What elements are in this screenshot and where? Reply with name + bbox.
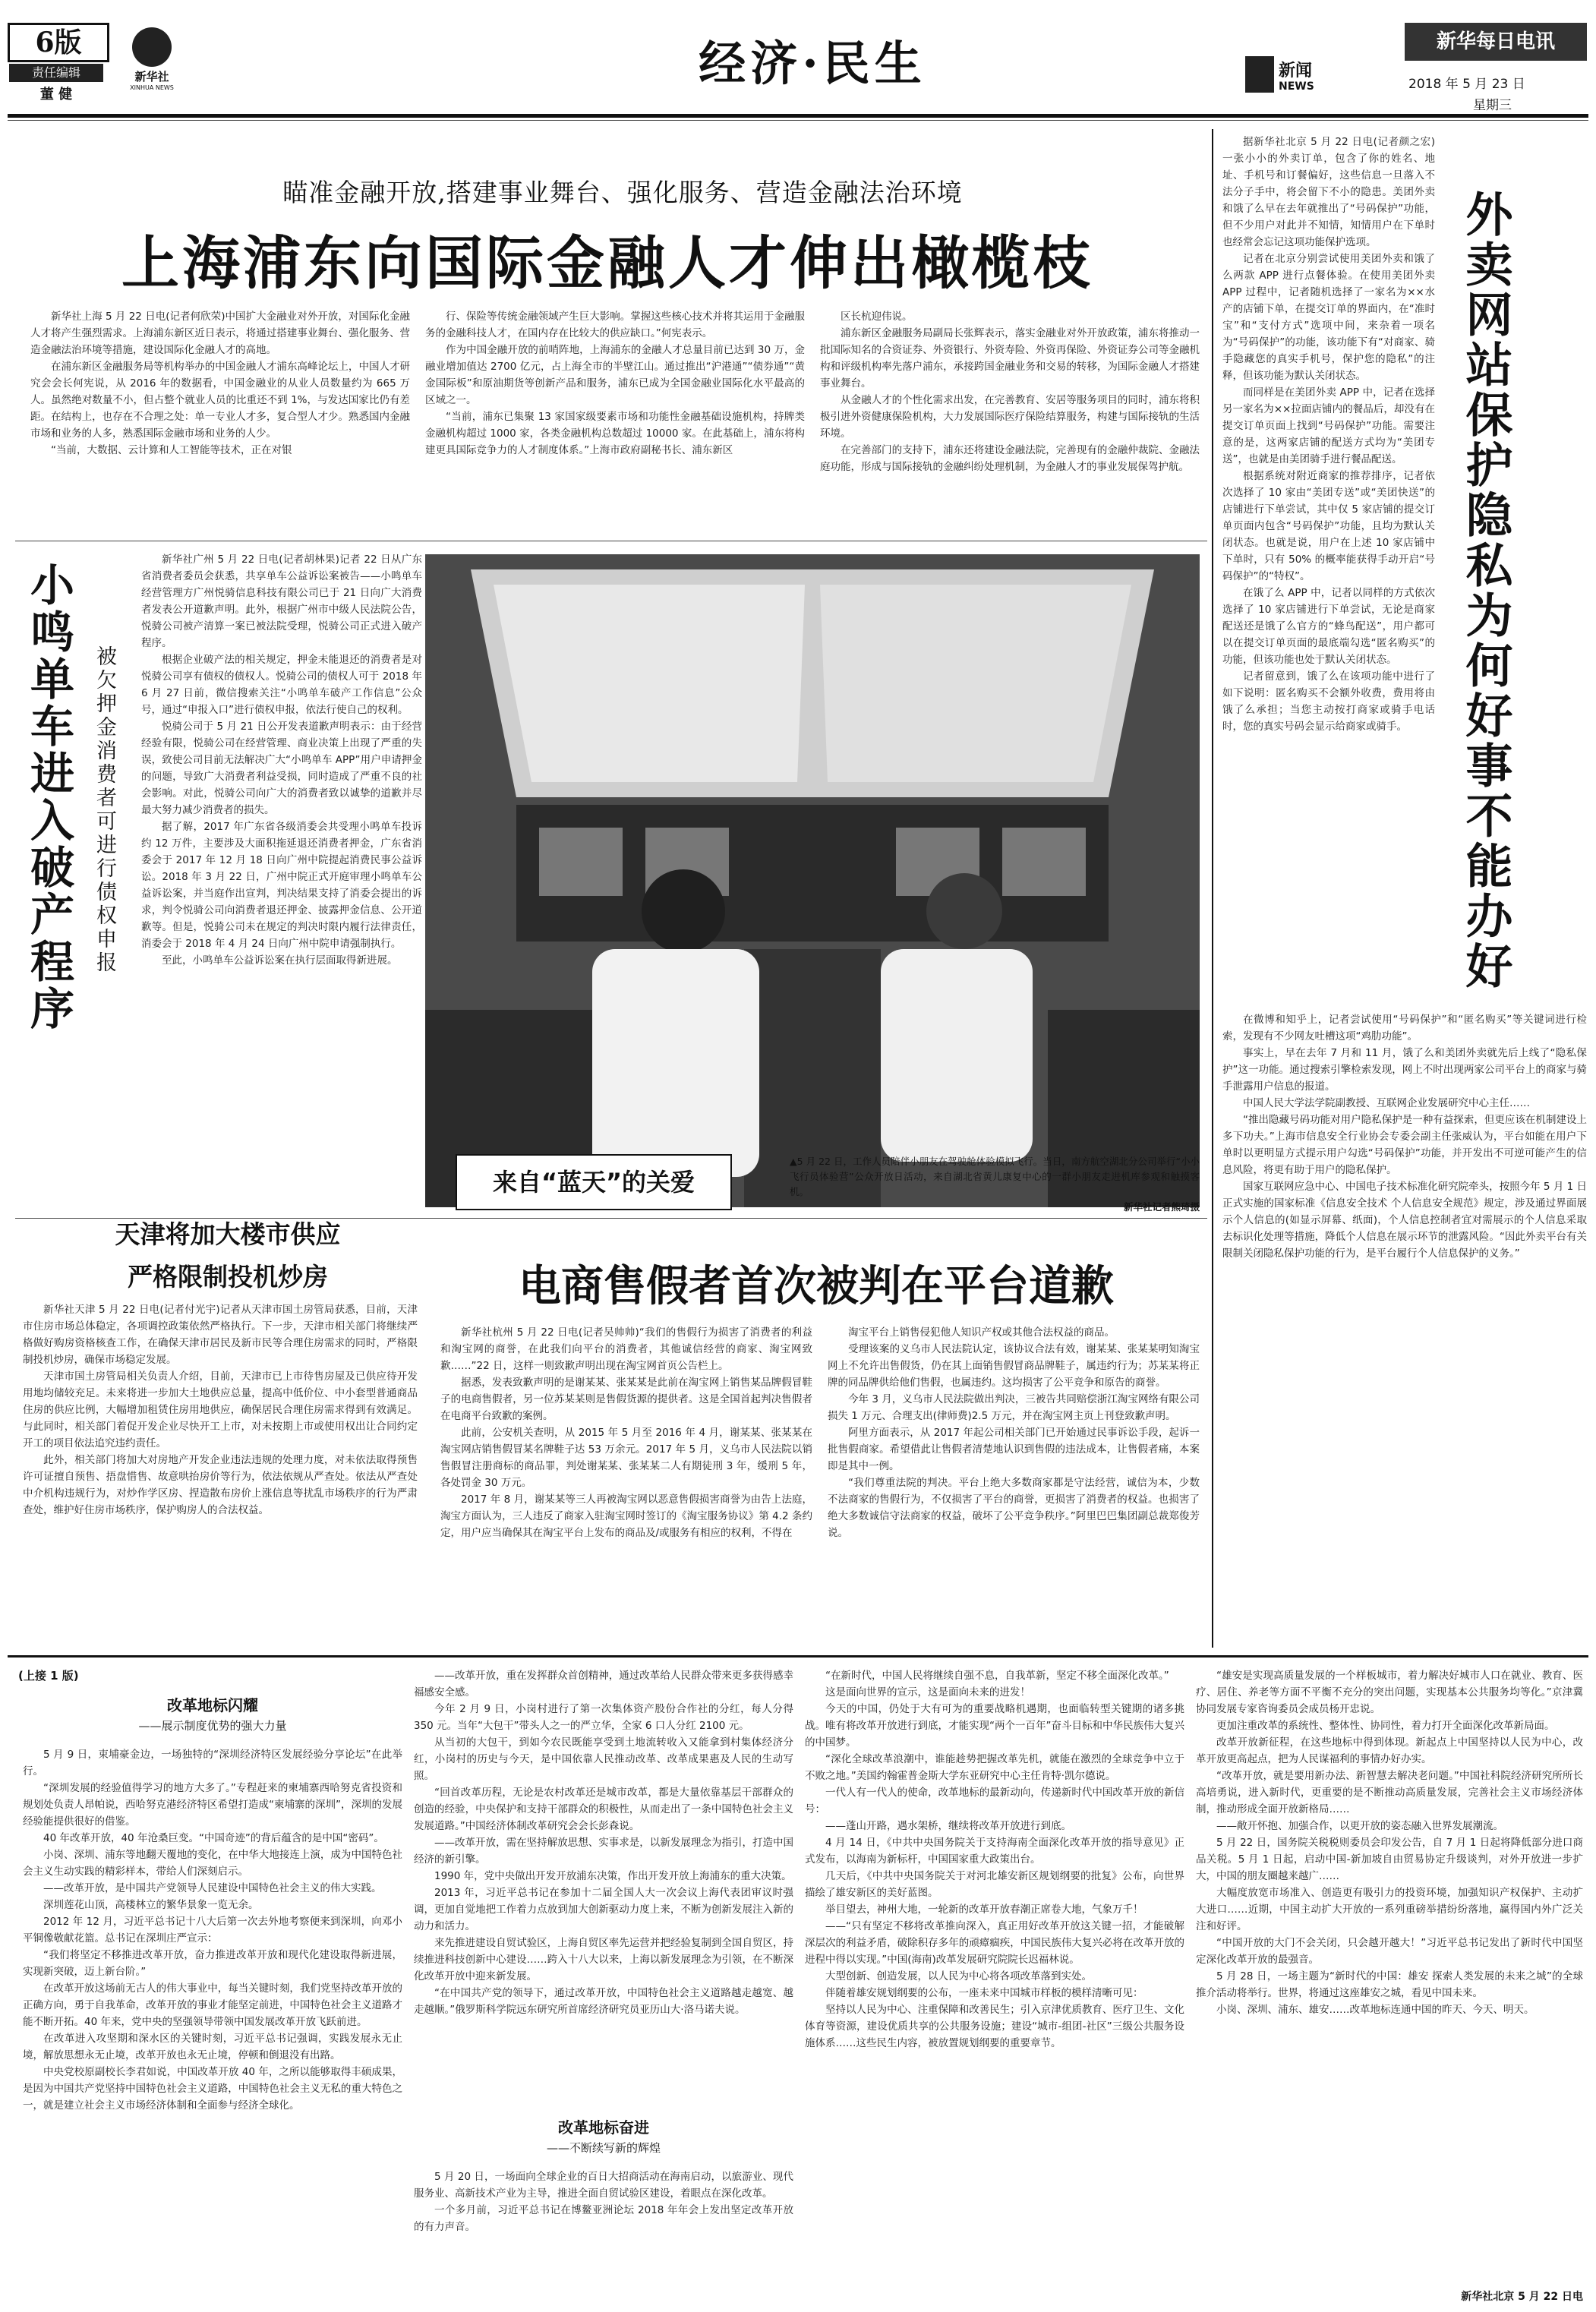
lead-kicker: 瞄准金融开放,搭建事业舞台、强化服务、营造金融法治环境 bbox=[282, 178, 963, 207]
page-number: 6版 bbox=[35, 27, 82, 58]
header-rule-thin bbox=[8, 120, 1588, 121]
lead-col-1: 新华社上海 5 月 22 日电(记者何欣荣)中国扩大金融业对外开放，对国际化金融人才将产生强烈需求。上海浦东新区近日表示，将通过搭建事业舞台、强化服务、营造金融法治环境等措施，建设国际化金融人才的高地。 在浦东新区金融服务局等机构举办的中国金融人才浦东高峰论坛上，中国人才研究会会长何宪说，从 2016 年的数据看，中国金融业的从业人员数量约为 665 万人。虽然绝对数量不小，但占整个就业人员的比重还不到 1%，与发达国家比仍有差距。在结构上，也存在不合理之处：单一专业人才多，复合型人才少。熟悉国内金融市场和业务的人多，熟悉国际金融市场和业务的人少。 “当前，大数据、云计算和人工智能等技术，正在对银 bbox=[30, 311, 410, 456]
header-rule bbox=[8, 114, 1588, 118]
date: 2018 年 5 月 23 日 bbox=[1408, 77, 1525, 92]
weekday: 星期三 bbox=[1473, 98, 1512, 113]
news-logo-text: 新闻 bbox=[1279, 62, 1313, 80]
reform-col-3: “在新时代，中国人民将继续自强不息，自我革新，坚定不移全面深化改革。” 这是面向世界的宣示，这是面向未来的进发！ 今天的中国，仍处于大有可为的重要战略机遇期，也面临转型关键期的诸多挑战。唯有将改革开放进行到底，才能实现“两个一百年”奋斗目标和中华民族伟大复兴的中国梦。 “深化全球改革浪潮中，谁能趁势把握改革先机，就能在激烈的全球竞争中立于不败之地。”美国约翰霍普金斯大学东亚研究中心主任肯特·凯尔德说。 一代人有一代人的使命，改革地标的最新动向，传递新时代中国改革开放的新信号： ——蓬山开路，遇水架桥，继续将改革开放进行到底。 4 月 14 日，《中共中央国务院关于支持海南全面深化改革开放的指导意见》正式发布，以海南为新标杆，中国国家重大政策出台。 几天后，《中共中央国务院关于对河北雄安新区规划纲要的批复》公布，向世界描绘了雄安新区的美好蓝图。 举目望去，神州大地，一轮新的改革开放春潮正席卷大地，气象万千！ ——“只有坚定不移将改革推向深入，真正用好改革开放这关键一招，才能破解深层次的利益矛盾，破除积存多年的顽瘴痼疾，中国民族伟大复兴必将在改革开放的进程中得以实现。”中国(海南)改革发展研究院院长迟福林说。 大型创新、创造发展，以人民为中心将各项改革落到实处。 伴随着雄安规划纲要的公布，一座未来中国城市样板的模样清晰可见： 坚持以人民为中心、注重保障和改善民生；引入京津优质教育、医疗卫生、文化体育等资源，建设优质共享的公共服务设施；建设“城市-组团-社区”三级公共服务设施体系……这些民生内容，被放置规划纲要的重要章节。 bbox=[805, 1670, 1184, 2049]
ecom-col-2: 淘宝平台上销售侵犯他人知识产权或其他合法权益的商品。 受理该案的义乌市人民法院认定，该协议合法有效，谢某某、张某某明知淘宝网上不允许出售假货，仍在其上面销售假冒商品牌鞋子，属违约行为；苏某某将正牌的同品牌供给他们售假，也属违约。这均损害了公平竞争和原告的商誉。 今年 3 月，义乌市人民法院做出判决，三被告共同赔偿浙江淘宝网络有限公司损失 1 万元、合理支出(律师费)2.5 万元，并在淘宝网主页上刊登致歉声明。 阿里方面表示，从 2017 年起公司相关部门已开始通过民事诉讼手段，起诉一批售假商家。希望借此让售假者清楚地认识到售假的违法成本，让售假者痛，本案即是其中一例。 “我们尊重法院的判决。平台上绝大多数商家都是守法经营，诚信为本，少数不法商家的售假行为，不仅损害了平台的商誉，更损害了消费者的权益。也损害了绝大多数诚信守法商家的权益，破坏了公平竞争秩序。”阿里巴巴集团副总裁郑俊芳说。 bbox=[828, 1326, 1200, 1539]
editor-label: 责任编辑 bbox=[9, 64, 103, 82]
reform-col-2b: 5 月 20 日，一场面向全球企业的百日大招商活动在海南启动，以旅游业、现代服务业、高新技术产业为主导，推进全面自贸试验区建设，着眼点在深化改革。 一个多月前，习近平总书记在博鳌亚洲论坛 2018 年年会上发出坚定改革开放的有力声音。 bbox=[414, 2171, 793, 2233]
reform-sub2-sub: ——不断续写新的辉煌 bbox=[546, 2141, 661, 2155]
editor-name: 董 健 bbox=[39, 87, 73, 103]
reform-col-1: 5 月 9 日，束埔豪金边，一场独特的“深圳经济特区发展经验分享论坛”在此举行。 “深圳发展的经验值得学习的地方大多了。”专程赶来的柬埔寨西哈努克省投资和规划处负责人昂帕说，西哈努克港经济特区希望打造成“柬埔寨的深圳”，深圳的发展经验能提供很好的借鉴。 40 年改革开放，40 年沧桑巨变。“中国奇迹”的背后蕴含的是中国“密码”。 小岗、深圳、浦东等地翻天覆地的变化，在中华大地接连上演，成为中国特色社会主义生动实践的精彩样本，带给人们深刻启示。 ——改革开放，是中国共产党领导人民建设中国特色社会主义的伟大实践。 深圳莲花山顶，高楼林立的繁华景象一览无余。 2012 年 12 月，习近平总书记十八大后第一次去外地考察便来到深圳，向邓小平铜像敬献花篮。总书记在深圳庄严宣示： “我们将坚定不移推进改革开放，奋力推进改革开放和现代化建设取得新进展，实现新突破，迈上新台阶。” 在改革开放这场前无古人的伟大事业中，每当关键时刻，我们党坚持改革开放的正确方向，勇于自我革命，改革开放的事业才能坚定前进，中国特色社会主义道路才能不断开拓。40 年来，党中央的坚强领导带领中国发展改革开放飞跃前进。 在改革进入攻坚期和深水区的关键时刻，习近平总书记强调，实践发展永无止境，解放思想永无止境，改革开放也永无止境，停顿和倒退没有出路。 中央党校原副校长李君如说，中国改革开放 40 年，之所以能够取得丰硕成果，是因为中国共产党坚持中国特色社会主义道路，中国特色社会主义无私的重大特色之一，就是建立社会主义市场经济体制和全面参与经济全球化。 bbox=[23, 1749, 402, 2112]
bike-title: 小鸣单车进入破产程序 bbox=[23, 562, 74, 1033]
lead-col-3: 区长杭迎伟说。 浦东新区金融服务局副局长张辉表示，落实金融业对外开放政策，浦东将推动一批国际知名的合资证券、外资银行、外资寿险、外资再保险、外资证券公司等金融机构和评级机构率先落户浦东，承接跨国金融业务和交易的转移，为国际金融人才搭建事业舞台。 从金融人才的个性化需求出发，在完善教育、安居等服务项目的同时，浦东将积极引进外资健康保险机构，大力发展国际医疗保险结算服务，构建与国际接轨的生活环境。 在完善部门的支持下，浦东还将建设金融法院，完善现有的金融仲裁院、金融法庭功能，形成与国际接轨的金融纠纷处理机制，为金融人才的事业发展保驾护航。 bbox=[820, 311, 1200, 473]
reform-sub2-title: 改革地标奋进 bbox=[558, 2118, 649, 2137]
reform-col-2: ——改革开放，重在发挥群众首创精神，通过改革给人民群众带来更多获得感幸福感安全感。 今年 2 月 9 日，小岗村进行了第一次集体资产股份合作社的分红，每人分得 350 元。当年“大包干”带头人之一的严立华，全家 6 口人分红 2100 元。 从当初的大包干，到如今农民既能享受到土地流转收入又能拿到村集体经济分红，小岗村的历史与今天，是中国依靠人民推动改革、改革成果惠及人民的生动写照。 “回首改革历程，无论是农村改革还是城市改革，都是大量依靠基层干部群众的创造的经验，中央保护和支持干部群众的积极性，从而走出了一条中国特色社会主义发展道路。”中国经济体制改革研究会会长彭森说。 ——改革开放，需在坚持解放思想、实事求是，以新发展理念为指引，打造中国经济的新引擎。 1990 年，党中央做出开发开放浦东决策，作出开发开放上海浦东的重大决策。 2013 年，习近平总书记在参加十二届全国人大一次会议上海代表团审议时强调，更加自觉地把工作着力点放到加大创新驱动力度上来，不断为创新发展注入新的动力和活力。 来先推进建设自贸试验区，上海自贸区率先运营并把经验复制到全国自贸区，持续推进科技创新中心建设……跨入十八大以来，上海以新发展理念为引领，在不断深化改革开放中迎来新发展。 “在中国共产党的领导下，通过改革开放，中国特色社会主义道路越走越宽、越走越顺。”俄罗斯科学院远东研究所首席经济研究员亚历山大·洛马诺夫说。 bbox=[414, 1670, 793, 2016]
reform-top-rule bbox=[8, 1655, 1588, 1658]
reform-sub1-title: 改革地标闪耀 bbox=[167, 1696, 258, 1714]
photo-credit: 新华社记者熊琦摄 bbox=[1123, 1201, 1200, 1213]
news-logo-mark bbox=[1245, 56, 1274, 93]
xinhua-logo bbox=[121, 27, 182, 91]
photo-caption-title: 来自“蓝天”的关爱 bbox=[492, 1168, 695, 1197]
news-logo-en: NEWS bbox=[1279, 80, 1314, 93]
ecom-title: 电商售假者首次被判在平台道歉 bbox=[519, 1262, 1114, 1311]
reform-sub1-sub: ——展示制度优势的强大力量 bbox=[138, 1719, 287, 1733]
privacy-title: 外卖网站保护隐私为何好事不能办好 bbox=[1458, 190, 1513, 992]
ecom-col-1: 新华社杭州 5 月 22 日电(记者吴帅帅)“我们的售假行为损害了消费者的利益和淘宝网的商誉，在此我们向平台的消费者，其他诚信经营的商家、淘宝网致歉……”22 日，这样一则致歉声明出现在淘宝网首页公告栏上。 据悉，发表致歉声明的是谢某某、张某某是此前在淘宝网上销售某品牌假冒鞋子的电商售假者，另一位苏某某则是售假货源的提供者。这是全国首起判决售假者在电商平台致歉的案例。 此前，公安机关查明，从 2015 年 5 月至 2016 年 4 月，谢某某、张某某在淘宝网店销售假冒某名牌鞋子达 53 万余元。2017 年 5 月，义乌市人民法院以销售假冒注册商标的商品罪，判处谢某某、张某某二人有期徒刑 3 年，缓刑 5 年，各处罚金 30 万元。 2017 年 8 月，谢某某等三人再被淘宝网以恶意售假损害商誉为由告上法庭，淘宝方面认为，三人违反了商家入驻淘宝网时签订的《淘宝服务协议》第 4.2 条约定，用户应当确保其在淘宝平台上发布的商品及/或服务有相应的权利，不得在 bbox=[440, 1326, 812, 1539]
reform-credit: 新华社北京 5 月 22 日电 bbox=[1461, 2291, 1583, 2303]
reform-col-4: “雄安是实现高质量发展的一个样板城市，着力解决好城市人口在就业、教育、医疗、居住、养老等方面不平衡不充分的突出问题，实现基本公共服务均等化。”京津冀协同发展专家咨询委员会成员杨开忠说。 更加注重改革的系统性、整体性、协同性，着力打开全面深化改革新局面。 改革开放新征程，在这些地标中得到体现。新起点上中国坚持以人民为中心，改革开放更高起点，把为人民谋福利的事情办好办实。 “改革开放，就是要用新办法、新智慧去解决老问题。”中国社科院经济研究所所长高培勇说，进入新时代，更重要的是不断推动高质量发展，完善社会主义市场经济体制，推动形成全面开放新格局…… ——敞开怀抱、加强合作，以更开放的姿态融入世界发展潮流。 5 月 22 日，国务院关税税则委员会印发公告，自 7 月 1 日起将降低部分进口商品关税。5 月 1 日起，启动中国-新加坡自由贸易协定升级谈判，对外开放进一步扩大，中国的朋友圈越来越广…… 大幅度放宽市场准入、创造更有吸引力的投资环境，加强知识产权保护、主动扩大进口……近期，中国主动扩大开放的一系列重磅举措纷纷落地，赢得国内外广泛关注和好评。 “中国开放的大门不会关闭，只会越开越大！”习近平总书记发出了新时代中国坚定深化改革开放的最强音。 5 月 28 日，一场主题为“新时代的中国：雄安 探索人类发展的未来之城”的全球推介活动将举行。世界，将通过这座雄安之城，看见中国未来。 小岗、深圳、浦东、雄安……改革地标连通中国的昨天、今天、明天。 bbox=[1196, 1670, 1583, 2016]
tianjin-title-1: 天津将加大楼市供应 bbox=[115, 1219, 341, 1249]
tianjin-title-2: 严格限制投机炒房 bbox=[128, 1262, 328, 1292]
cockpit-photo-illustration bbox=[425, 554, 1200, 1207]
page-number-box bbox=[8, 23, 109, 62]
privacy-col-upper: 据新华社北京 5 月 22 日电(记者颜之宏)一张小小的外卖订单，包含了你的姓名、地址、手机号和订餐偏好，这些信息一旦落入不法分子手中，将会留下不小的隐患。美团外卖和饿了么早在去年就推出了“号码保护”功能，但不少用户对此并不知情，知情用户在下单时也经常会忘记这项功能保护选项。 记者在北京分别尝试使用美团外卖和饿了么两款 APP 进行点餐体验。在使用美团外卖 APP 过程中，记者随机选择了一家名为××水产的店铺下单，在提交订单的界面内，在“准时宝”和“支付方式”选项中间，来杂着一项名为“号码保护”的功能，该功能下有“对商家、骑手隐藏您的真实手机号，保护您的隐私”的注释，但该功能为默认关闭状态。 而同样是在美团外卖 APP 中，记者在选择另一家名为××拉面店铺内的餐品后，却没有在提交订单页面上找到“号码保护”功能。需要注意的是，这两家店铺的配送方式均为“美团专送”，也就是由美团骑手进行餐品配送。 根据系统对附近商家的推荐排序，记者依次选择了 10 家由“美团专送”或“美团快送”的店铺进行下单尝试，其中仅 5 家店铺的提交订单页面内包含“号码保护”功能，且均为默认关闭状态。也就是说，用户在上述 10 家店铺中下单时，只有 50% 的概率能获得手动开启“号码保护”的“特权”。 在饿了么 APP 中，记者以同样的方式依次选择了 10 家店铺进行下单尝试，无论是商家配送还是饿了么官方的“蜂鸟配送”，用户都可以在提交订单页面的最底端勾选“匿名购买”的功能，但该功能也处于默认关闭状态。 记者留意到，饿了么在该项功能中进行了如下说明：匿名购买不会额外收费，费用将由饿了么承担；当您主动按打商家或骑手电话时，您的真实号码会显示给商家或骑手。 bbox=[1222, 136, 1435, 733]
xinhua-logo-text: 新华社 bbox=[134, 70, 169, 84]
photo-caption-title-box bbox=[456, 1154, 732, 1210]
reform-continued: (上接 1 版) bbox=[18, 1669, 79, 1683]
xinhua-logo-sub: XINHUA NEWS bbox=[130, 84, 174, 91]
tianjin-col: 新华社天津 5 月 22 日电(记者付光宇)记者从天津市国土房管局获悉，目前，天津市住房市场总体稳定，各项调控政策依然严格执行。下一步，天津市相关部门将继续严格做好购房资格核查工作，在确保天津市居民及新市民等合理住房需求的同时，严格限制投机炒房，确保市场稳定发展。 天津市国土房管局相关负责人介绍，目前，天津市已上市待售房屋及已供应待开发用地均储较充足。未来将进一步加大土地供应总量，提高中低价位、中小套型普通商品住房的供应比例，大幅增加租赁住房用地供应，确保居民合理住房需求得到有效满足。与此同时，相关部门着促开发企业尽快开工上市，对未按期上市或使用权出让合同约定开工的项目依法追究违约责任。 此外，相关部门将加大对房地产开发企业违法违规的处理力度，对未依法取得预售许可证擅自预售、捂盘惜售、故意哄抬房价等行为，依法依规从严查处。依法从严查处中介机构违规行为，对炒作学区房、捏造散布房价上涨信息等扰乱市场秩序的行为严肃查处，维护好住房市场秩序，保护购房人的合法权益。 bbox=[23, 1304, 418, 1516]
lead-title: 上海浦东向国际金融人才伸出橄榄枝 bbox=[121, 229, 1093, 297]
paper-name: 新华每日电讯 bbox=[1405, 23, 1587, 61]
lead-col-2: 行、保险等传统金融领域产生巨大影响。掌握这些核心技术并将其运用于金融服务的金融科技人才，在国内存在比较大的供应缺口。”何宪表示。 作为中国金融开放的前哨阵地，上海浦东的金融人才总量目前已达到 30 万，金融业增加值达 2700 亿元，占上海全市的半壁江山。通过推出“沪港通”“债券通”“黄金国际板”和原油期货等创新产品和服务，浦东已成为全国金融业国际化水平最高的区域之一。 “当前，浦东已集聚 13 家国家级要素市场和功能性金融基础设施机构，持牌类金融机构超过 1000 家，各类金融机构总数超过 10000 家。在此基础上，浦东将构建更具国际竞争力的人才制度体系。”上海市政府副秘书长、浦东新区 bbox=[425, 311, 805, 456]
xinhua-logo-icon bbox=[132, 27, 172, 67]
bike-col: 新华社广州 5 月 22 日电(记者胡林果)记者 22 日从广东省消费者委员会获悉，共享单车公益诉讼案被告——小鸣单车经营管理方广州悦骑信息科技有限公司已于 21 日向广大消费者发表公开道歉声明。此外，根据广州市中级人民法院公告，悦骑公司被产清算一案已被法院受理，悦骑公司正式进入破产程序。 根据企业破产法的相关规定，押金未能退还的消费者是对悦骑公司享有债权的债权人。悦骑公司的债权人可于 2018 年 6 月 27 日前，微信搜索关注“小鸣单车破产工作信息”公众号，通过“申报入口”进行债权申报，依法行使自己的权利。 悦骑公司于 5 月 21 日公开发表道歉声明表示：由于经营经验有限，悦骑公司在经营管理、商业决策上出现了严重的失误，致使公司目前无法解决广大“小鸣单车 APP”用户申请押金的问题，导致广大消费者利益受损，同时造成了严重不良的社会影响。对此，悦骑公司向广大的消费者致以诚挚的道歉并尽最大努力减少消费者的损失。 据了解，2017 年广东省各级消委会共受理小鸣单车投诉约 12 万件，主要涉及大面积拖延退还消费者押金，广东省消委会于 2017 年 12 月 18 日向广州中院提起消费民事公益诉讼。2018 年 3 月 22 日，广州中院正式开庭审理小鸣单车公益诉讼案，并当庭作出宣判，判决结果支持了消委会提出的诉求，判令悦骑公司向消费者退还押金、披露押金信息、公开道歉等。但是，悦骑公司未在规定的判决时限内履行法律责任，消委会于 2018 年 4 月 24 日向广州中院申请强制执行。 至此，小鸣单车公益诉讼案在执行层面取得新进展。 bbox=[141, 554, 422, 967]
photo-caption bbox=[790, 1154, 1200, 1215]
photo-caption-text: ▲5 月 22 日，工作人员陪伴小朋友在驾驶舱体验模拟飞行。当日，南方航空湖北分公司举行“小小飞行员体验营”公众开放日活动，来自湖北省黄儿康复中心的一群小朋友走进机库参观和触摸客机。 bbox=[790, 1156, 1200, 1197]
news-logo bbox=[1245, 53, 1352, 99]
bike-subtitle: 被欠押金消费者可进行债权申报 bbox=[93, 645, 116, 975]
privacy-col-lower: 在微博和知乎上，记者尝试使用“号码保护”和“匿名购买”等关键词进行检索，发现有不少网友吐槽这项“鸡肋功能”。 事实上，早在去年 7 月和 11 月，饿了么和美团外卖就先后上线了“隐私保护”这一功能。通过搜索引擎检索发现，网上不时出现两家公司平台上的商家与骑手泄露用户信息的报道。 中国人民大学法学院副教授、互联网企业发展研究中心主任…… “推出隐藏号码功能对用户隐私保护是一种有益探索，但更应该在机制建设上多下功夫。”上海市信息安全行业协会专委会副主任张威认为，平台如能在用户下单时以更明显方式提示用户勾选“号码保护”功能，并开发出不可逆可能产生的信息风险，将更有助于用户的隐私保护。 国家互联网应急中心、中国电子技术标准化研究院牵头，按照今年 5 月 1 日正式实施的国家标准《信息安全技术 个人信息安全规范》规定，涉及通过界面展示个人信息的(如显示屏幕、纸面)，个人信息控制者宜对需展示的个人信息采取去标识化处理等措施，降低个人信息在展示环节的泄露风险。“因此外卖平台有关限制关闭隐私保护功能的行为，是平台履行个人信息保护的义务。” bbox=[1222, 1014, 1587, 1260]
cockpit-photo bbox=[425, 554, 1200, 1207]
section-title: 经济·民生 bbox=[699, 36, 926, 91]
right-column-divider bbox=[1212, 129, 1213, 1648]
